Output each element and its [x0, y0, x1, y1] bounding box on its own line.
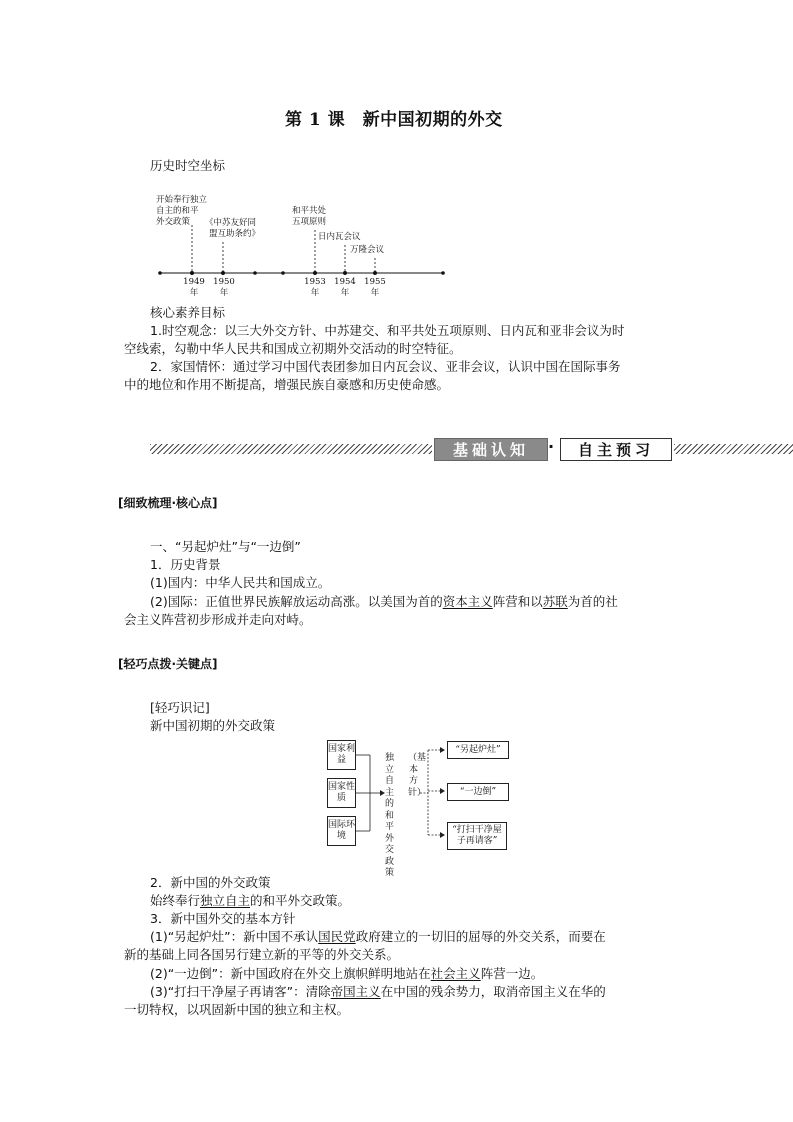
diagram-box-clean-house: “打扫干净屋子再请客”	[447, 822, 507, 850]
annotation-line: 五项原则	[292, 217, 327, 227]
paragraph	[150, 983, 606, 1000]
answer-underlined: 独立自主	[200, 893, 251, 908]
year-unit: 年	[310, 288, 320, 298]
diagram-box-lean-one-side: “一边倒”	[447, 783, 509, 801]
text-run: (3)“打扫干净屋子再请客”：清除	[150, 984, 331, 999]
paragraph	[150, 892, 350, 909]
section-heading-core: [细致梳理·核心点]	[118, 496, 218, 510]
banner-hatch-right	[674, 444, 793, 454]
annotation-line: 开始奉行独立	[156, 195, 208, 205]
text-run: 阵营一边。	[480, 966, 544, 981]
paragraph: (1)国内：中华人民共和国成立。	[150, 575, 331, 590]
year-unit: 年	[370, 288, 380, 298]
paragraph	[150, 965, 543, 982]
paragraph: 1．历史背景	[150, 557, 221, 572]
text-run: 为首的社	[567, 594, 618, 609]
section-heading-key: [轻巧点拨·关键点]	[118, 657, 218, 671]
year-label-1953	[304, 277, 326, 299]
text-run: (2)“一边倒”：新中国政府在外交上旗帜鲜明地站在	[150, 966, 431, 981]
diagram-box-new-start: “另起炉灶”	[447, 741, 509, 759]
paragraph: 会主义阵营初步形成并走向对峙。	[124, 612, 312, 627]
diagram-bracket-label: （基本方针）	[408, 753, 427, 798]
timeline-axis	[155, 225, 450, 280]
annotation-line: 自主的和平	[156, 206, 199, 216]
timeline-heading: 历史时空坐标	[150, 158, 226, 173]
subsection-title: 一、“另起炉灶”与“一边倒”	[150, 539, 301, 554]
paragraph	[150, 928, 606, 945]
banner-dot: ·	[548, 437, 555, 456]
year-unit: 年	[340, 288, 350, 298]
paragraph	[150, 593, 618, 610]
text-run: 政府建立的一切旧的屈辱的外交关系，而要在	[355, 929, 606, 944]
paragraph: 2．新中国的外交政策	[150, 875, 271, 890]
year-unit: 年	[219, 288, 229, 298]
text-run: 阵营和以	[492, 594, 543, 609]
answer-underlined: 社会主义	[430, 966, 481, 981]
year-value: 1950	[213, 277, 235, 287]
annotation-line: 盟互助条约》	[209, 229, 261, 239]
year-label-1955	[364, 277, 386, 299]
timeline-annotation-5: 万隆会议	[350, 245, 385, 255]
text-run: 始终奉行	[150, 893, 201, 908]
timeline-annotation-4: 日内瓦会议	[318, 232, 361, 242]
answer-underlined: 资本主义	[442, 594, 493, 609]
year-unit: 年	[189, 288, 199, 298]
literacy-heading: 核心素养目标	[150, 305, 226, 320]
diagram-box-national-interest: 国家利益	[327, 740, 356, 770]
literacy-item-1: 1.时空观念：以三大外交方针、中苏建交、和平共处五项原则、日内瓦和亚非会议为时	[150, 323, 625, 338]
text-run: (1)“另起炉灶”：新中国不承认	[150, 929, 319, 944]
annotation-line: 和平共处	[292, 206, 327, 216]
banner-label-right: 自主预习	[560, 438, 672, 461]
paragraph: 3．新中国外交的基本方针	[150, 911, 296, 926]
text-run: 的和平外交政策。	[250, 893, 351, 908]
answer-underlined: 帝国主义	[330, 984, 381, 999]
year-value: 1949	[183, 277, 205, 287]
annotation-line: 《中苏友好同	[205, 218, 257, 228]
paragraph: 一切特权，以巩固新中国的独立和主权。	[124, 1002, 350, 1017]
text-run: 在中国的残余势力，取消帝国主义在华的	[380, 984, 606, 999]
timeline-annotation-1	[156, 195, 207, 228]
literacy-item-1-cont: 空线索，勾勒中华人民共和国成立初期外交活动的时空特征。	[124, 341, 462, 356]
banner-label-left: 基础认知	[434, 438, 548, 461]
answer-underlined: 国民党	[318, 929, 356, 944]
diagram-box-national-nature: 国家性质	[327, 778, 356, 808]
year-label-1950	[213, 277, 235, 299]
year-label-1954	[334, 277, 356, 299]
tag-label: [轻巧识记]	[150, 700, 210, 715]
text-run: (2)国际：正值世界民族解放运动高涨。以美国为首的	[150, 594, 443, 609]
page-title: 第 1 课 新中国初期的外交	[285, 110, 503, 130]
diagram-center-policy: 独立自主的和平外交政策	[384, 753, 394, 878]
literacy-item-2-cont: 中的地位和作用不断提高，增强民族自豪感和历史使命感。	[124, 377, 450, 392]
diagram-title: 新中国初期的外交政策	[150, 718, 276, 733]
paragraph: 新的基础上同各国另行建立新的平等的外交关系。	[124, 947, 400, 962]
diagram-box-international-env: 国际环境	[327, 816, 356, 846]
literacy-item-2: 2．家国情怀：通过学习中国代表团参加日内瓦会议、亚非会议，认识中国在国际事务	[150, 359, 621, 374]
answer-underlined: 苏联	[542, 594, 568, 609]
year-value: 1954	[334, 277, 356, 287]
year-label-1949	[183, 277, 205, 299]
year-value: 1955	[364, 277, 386, 287]
annotation-line: 外交政策	[156, 217, 191, 227]
banner-hatch-left	[150, 444, 432, 454]
year-value: 1953	[304, 277, 326, 287]
